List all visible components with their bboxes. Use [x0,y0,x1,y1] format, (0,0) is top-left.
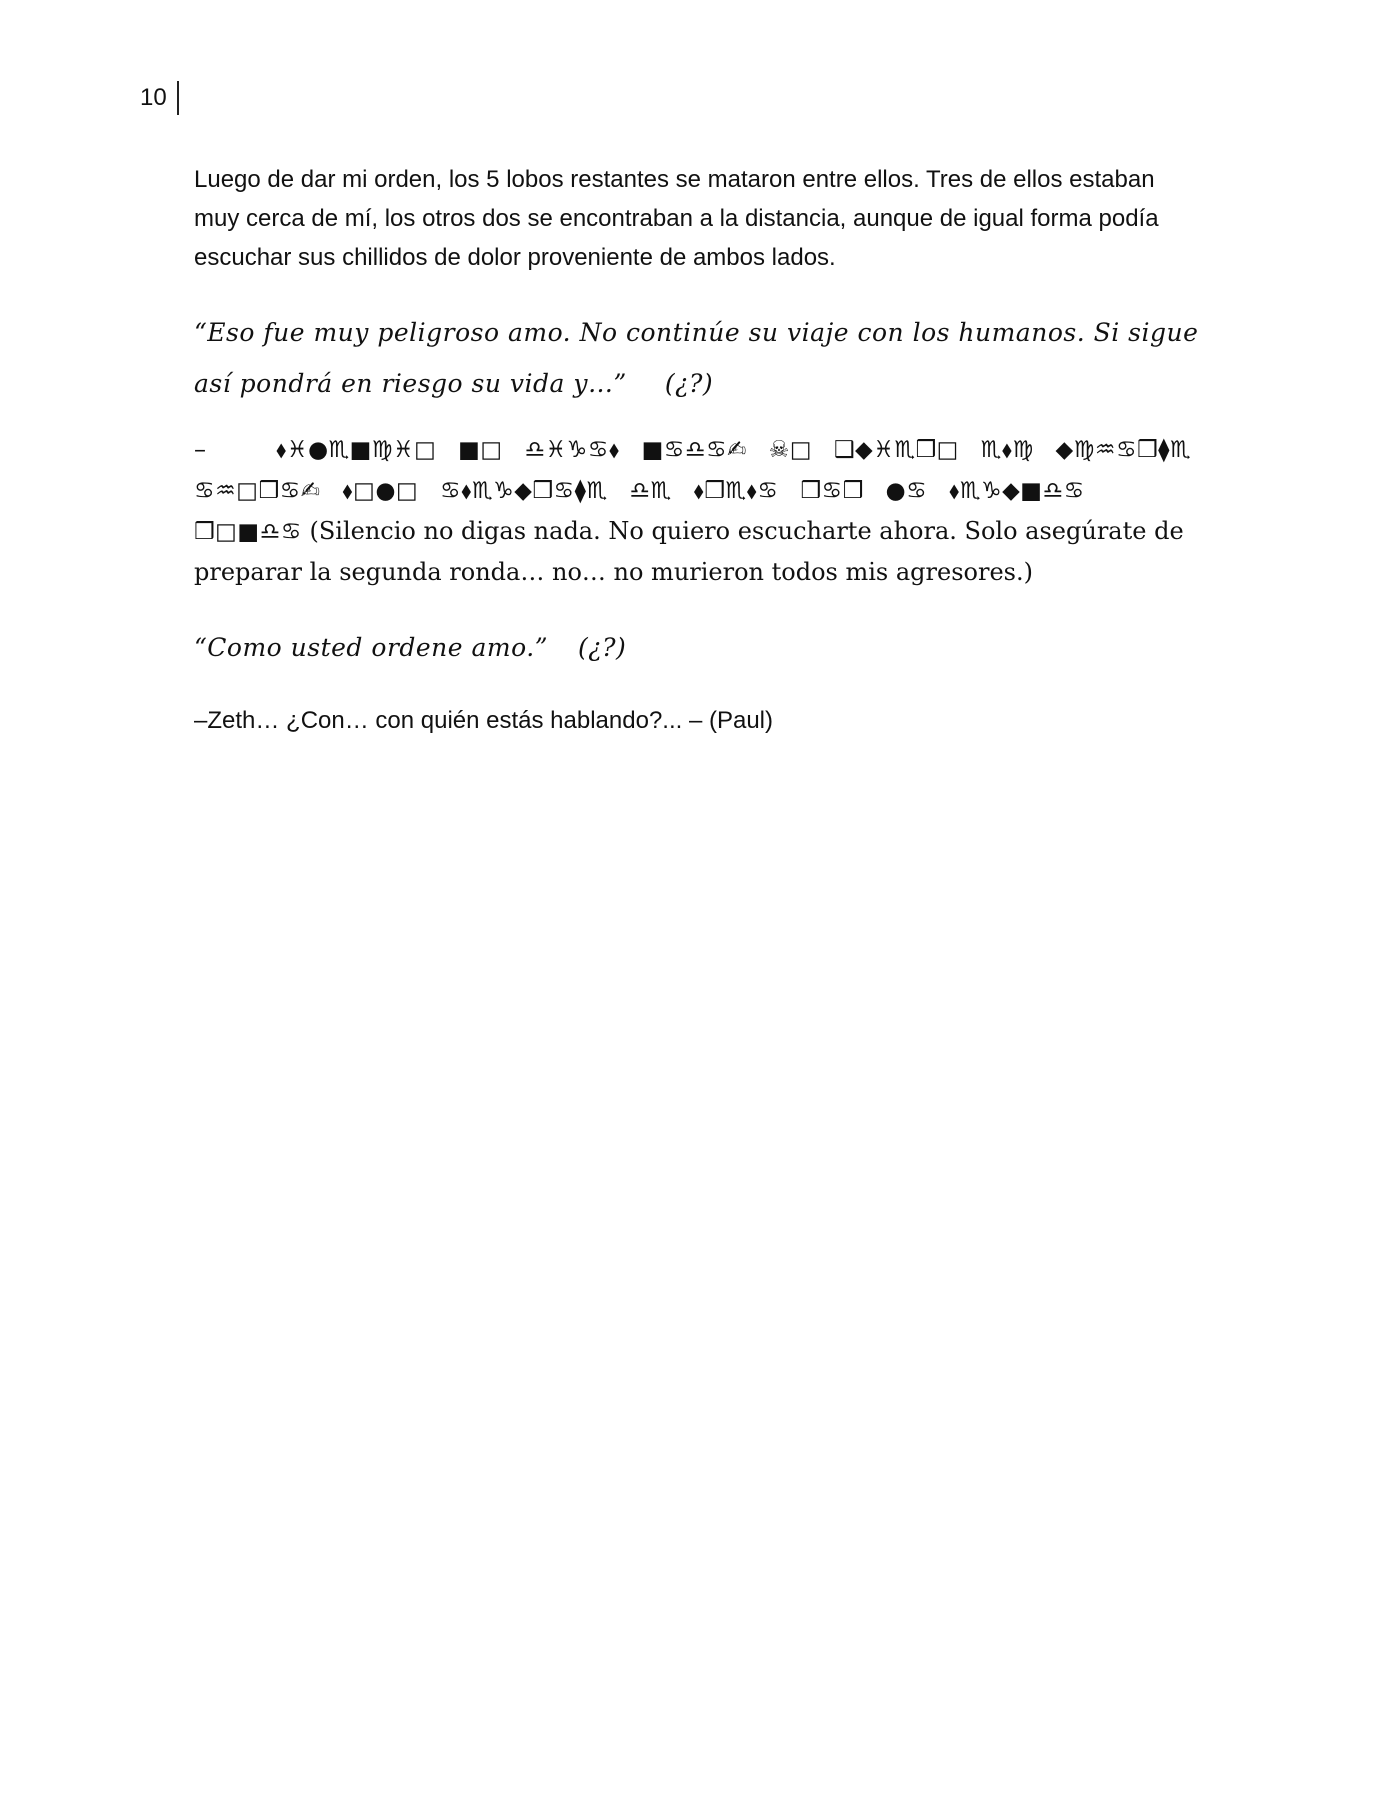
voice-quote-one [194,307,1204,409]
page-body [194,160,1204,740]
cipher-glyphs: ⬧♓●♏■♍♓□ ■□ ♎♓♑♋⬧ ■♋♎♋✍ ☠□ ❑◆♓♏❒□ ♏⬧♍ ◆♍♒♋❒⧫♏ ♋♒□❒♋✍ ⬧□●□ ♋⬧♏♑◆❒♋⧫♏ ♎♏ ⬧❒♏⬧♋ ❒♋❒ ●♋ ⬧♏♑◆■♎♋ ❒□■♎♋ [194,437,1192,545]
voice-quote-one-marker: (¿?) [664,369,714,398]
cipher-translation: (Silencio no digas nada. No quiero escucharte ahora. Solo asegúrate de preparar la segunda ronda… no… no murieron todos mis agresores.) [194,517,1184,586]
cipher-paragraph [194,429,1204,592]
dialogue-line: –Zeth… ¿Con… con quién estás hablando?... – (Paul) [194,707,773,734]
voice-quote-two-text: “Como usted ordene amo.” [194,633,548,662]
page-number: 10 [140,84,167,111]
voice-quote-two-marker: (¿?) [577,633,627,662]
cipher-dash: – [194,435,206,463]
voice-quote-one-text: “Eso fue muy peligroso amo. No continúe su viaje con los humanos. Si sigue así pondrá en riesgo su vida y…” [194,318,1199,398]
header-divider [177,81,179,115]
voice-quote-two [194,622,1204,673]
narration-paragraph: Luego de dar mi orden, los 5 lobos restantes se mataron entre ellos. Tres de ellos estaban muy cerca de mí, los otros dos se encontraban a la distancia, aunque de igual forma podía escuchar sus chillidos de dolor proveniente de ambos lados. [194,166,1159,271]
page-header [140,80,179,116]
